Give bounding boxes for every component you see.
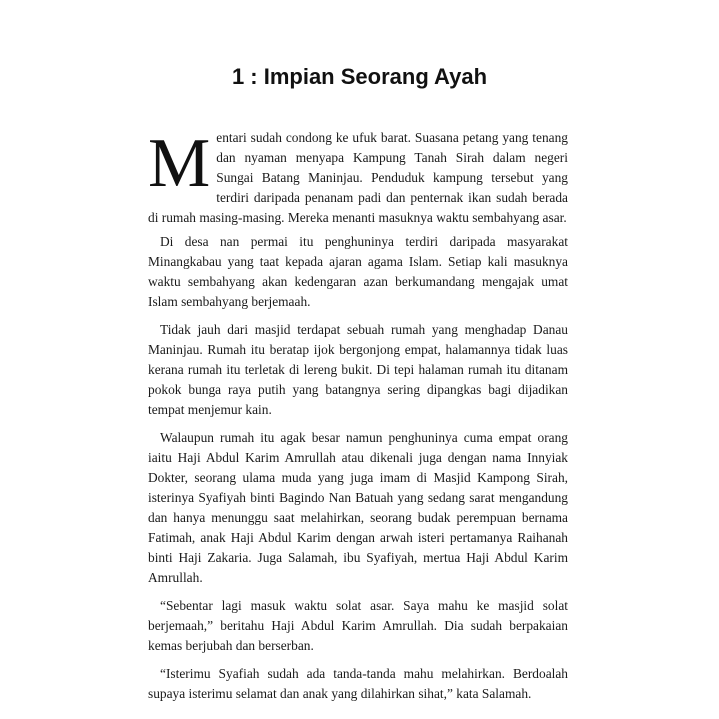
drop-cap: M [148,125,211,202]
paragraph-6: “Isterimu Syafiah sudah ada tanda-tanda mahu melahirkan. Berdoalah supaya isterimu selamat dan anak yang dilahirkan sihat,” kata Salamah. [148,666,568,701]
chapter-title: 1 : Impian Seorang Ayah [231,64,488,89]
paragraph-4: Walaupun rumah itu agak besar namun penghuninya cuma empat orang iaitu Haji Abdul Karim Amrullah atau dikenali juga dengan nama Innyiak Dokter, seorang ulama muda yang juga imam di Masjid Kampong Sirah, isterinya Syafiyah binti Bagindo Nan Batuah yang sedang sarat mengandung dan hanya menunggu saat melahirkan, seorang budak perempuan bernama Fatimah, anak Haji Abdul Karim dengan arwah isteri pertamanya Raihanah binti Haji Zakaria. Juga Salamah, ibu Syafiyah, mertua Haji Abdul Karim Amrullah. [148,430,568,585]
paragraph-1-text: entari sudah condong ke ufuk barat. Suasana petang yang tenang dan nyaman menyapa Kampung Tanah Sirah dalam negeri Sungai Batang Maninjau. Penduduk kampung tersebut yang terdiri daripada penanam padi dan penternak ikan sudah berada di rumah masing-masing. Mereka menanti masuknya waktu sembahyang asar. [148,130,568,225]
paragraph-5: “Sebentar lagi masuk waktu solat asar. Saya mahu ke masjid solat berjemaah,” beritahu Haji Abdul Karim Amrullah. Dia sudah berpakaian kemas berjubah dan berserban. [148,598,568,653]
chapter-body [148,125,568,712]
paragraph-3: Tidak jauh dari masjid terdapat sebuah rumah yang menghadap Danau Maninjau. Rumah itu beratap ijok bergonjong empat, halamannya tidak luas kerana rumah itu terletak di lereng bukit. Di tepi halaman rumah itu ditanam pokok bunga raya putih yang batangnya sering dipangkas bagi dijadikan tempat menjemur kain. [148,322,568,417]
paragraph-2: Di desa nan permai itu penghuninya terdiri daripada masyarakat Minangkabau yang taat kepada ajaran agama Islam. Setiap kali masuknya waktu sembahyang akan kedengaran azan berkumandang mengajak umat Islam sembahyang berjemaah. [148,234,568,309]
paragraph-1 [148,125,568,228]
